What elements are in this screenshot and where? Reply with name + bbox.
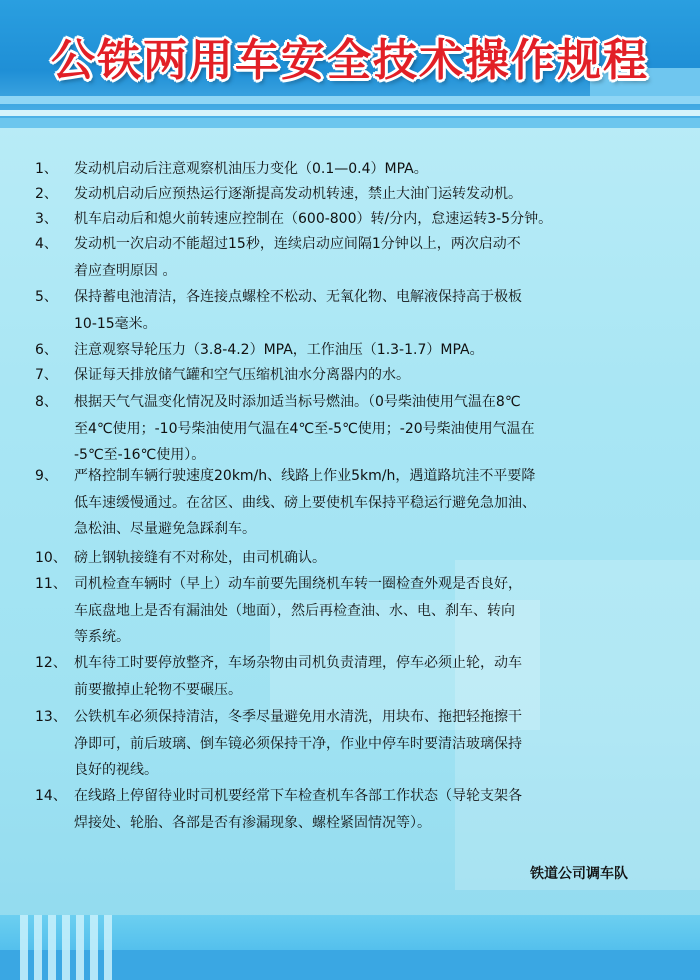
footer-stripe — [62, 915, 70, 980]
item-text-line: 发动机启动后注意观察机油压力变化（0.1—0.4）MPA。 — [74, 161, 428, 177]
footer-stripe — [48, 915, 56, 980]
item-text-line: 焊接处、轮胎、各部是否有渗漏现象、螺栓紧固情况等）。 — [74, 814, 431, 831]
item-number: 10、 — [35, 550, 67, 566]
item-text-line: 司机检查车辆时（早上）动车前要先围绕机车转一圈检查外观是否良好， — [74, 576, 522, 592]
item-text-line: 良好的视线。 — [74, 762, 158, 778]
header-stripe — [0, 110, 700, 116]
signature: 铁道公司调车队 — [530, 866, 628, 882]
item-text-line: 着应查明原因 。 — [74, 262, 177, 279]
item-number: 8、 — [35, 394, 58, 410]
header-stripe — [0, 96, 700, 104]
item-text-line: 发动机一次启动不能超过15秒，连续启动应间隔1分钟以上，两次启动不 — [74, 236, 521, 252]
item-number: 3、 — [35, 211, 58, 227]
item-text-line: 公铁机车必须保持清洁，冬季尽量避免用水清洗，用块布、拖把轻拖擦干 — [74, 709, 522, 725]
item-text-line: 机车待工时要停放整齐，车场杂物由司机负责清理，停车必须止轮，动车 — [74, 655, 522, 671]
item-text-line: 急松油、尽量避免急踩刹车。 — [74, 521, 256, 537]
item-text-line: 发动机启动后应预热运行逐渐提高发动机转速，禁止大油门运转发动机。 — [74, 186, 522, 202]
item-number: 11、 — [35, 576, 67, 592]
item-text-line: 净即可，前后玻璃、倒车镜必须保持干净，作业中停车时要清洁玻璃保持 — [74, 735, 522, 752]
item-text-line: -5℃至-16℃使用）。 — [74, 447, 206, 463]
item-number: 12、 — [35, 655, 67, 671]
item-number: 13、 — [35, 709, 67, 725]
item-number: 7、 — [35, 367, 58, 383]
item-text-line: 注意观察导轮压力（3.8-4.2）MPA，工作油压（1.3-1.7）MPA。 — [74, 342, 484, 358]
item-text-line: 磅上钢轨接缝有不对称处，由司机确认。 — [74, 550, 326, 566]
header-stripe — [0, 118, 700, 128]
item-text-line: 10-15毫米。 — [74, 315, 157, 332]
footer-stripe — [34, 915, 42, 980]
item-text-line: 至4℃使用；-10号柴油使用气温在4℃至-5℃使用；-20号柴油使用气温在 — [74, 420, 535, 437]
item-text-line: 低车速缓慢通过。在岔区、曲线、磅上要使机车保持平稳运行避免急加油、 — [74, 494, 536, 511]
item-number: 6、 — [35, 342, 58, 358]
footer-stripe — [90, 915, 98, 980]
item-text-line: 机车启动后和熄火前转速应控制在（600-800）转/分内，怠速运转3-5分钟。 — [74, 211, 553, 227]
item-number: 4、 — [35, 236, 58, 252]
item-text-line: 前要撤掉止轮物不要碾压。 — [74, 681, 242, 698]
item-number: 1、 — [35, 161, 58, 177]
item-number: 2、 — [35, 186, 58, 202]
item-number: 5、 — [35, 289, 58, 305]
item-number: 9、 — [35, 468, 58, 484]
item-text-line: 根据天气气温变化情况及时添加适当标号燃油。（0号柴油使用气温在8℃ — [74, 394, 521, 410]
item-text-line: 等系统。 — [74, 629, 130, 645]
item-text-line: 车底盘地上是否有漏油处（地面），然后再检查油、水、电、刹车、转向 — [74, 602, 515, 619]
item-text-line: 严格控制车辆行驶速度20km/h、线路上作业5km/h，遇道路坑洼不平要降 — [74, 468, 536, 484]
item-text-line: 保证每天排放储气罐和空气压缩机油水分离器内的水。 — [74, 367, 410, 383]
footer-stripe — [104, 915, 112, 980]
footer-stripe — [20, 915, 28, 980]
page-title: 公铁两用车安全技术操作规程 — [51, 35, 649, 86]
item-text-line: 保持蓄电池清洁，各连接点螺栓不松动、无氧化物、电解液保持高于极板 — [74, 289, 522, 305]
item-text-line: 在线路上停留待业时司机要经常下车检查机车各部工作状态（导轮支架各 — [74, 788, 522, 804]
item-number: 14、 — [35, 788, 67, 804]
footer-stripe — [76, 915, 84, 980]
